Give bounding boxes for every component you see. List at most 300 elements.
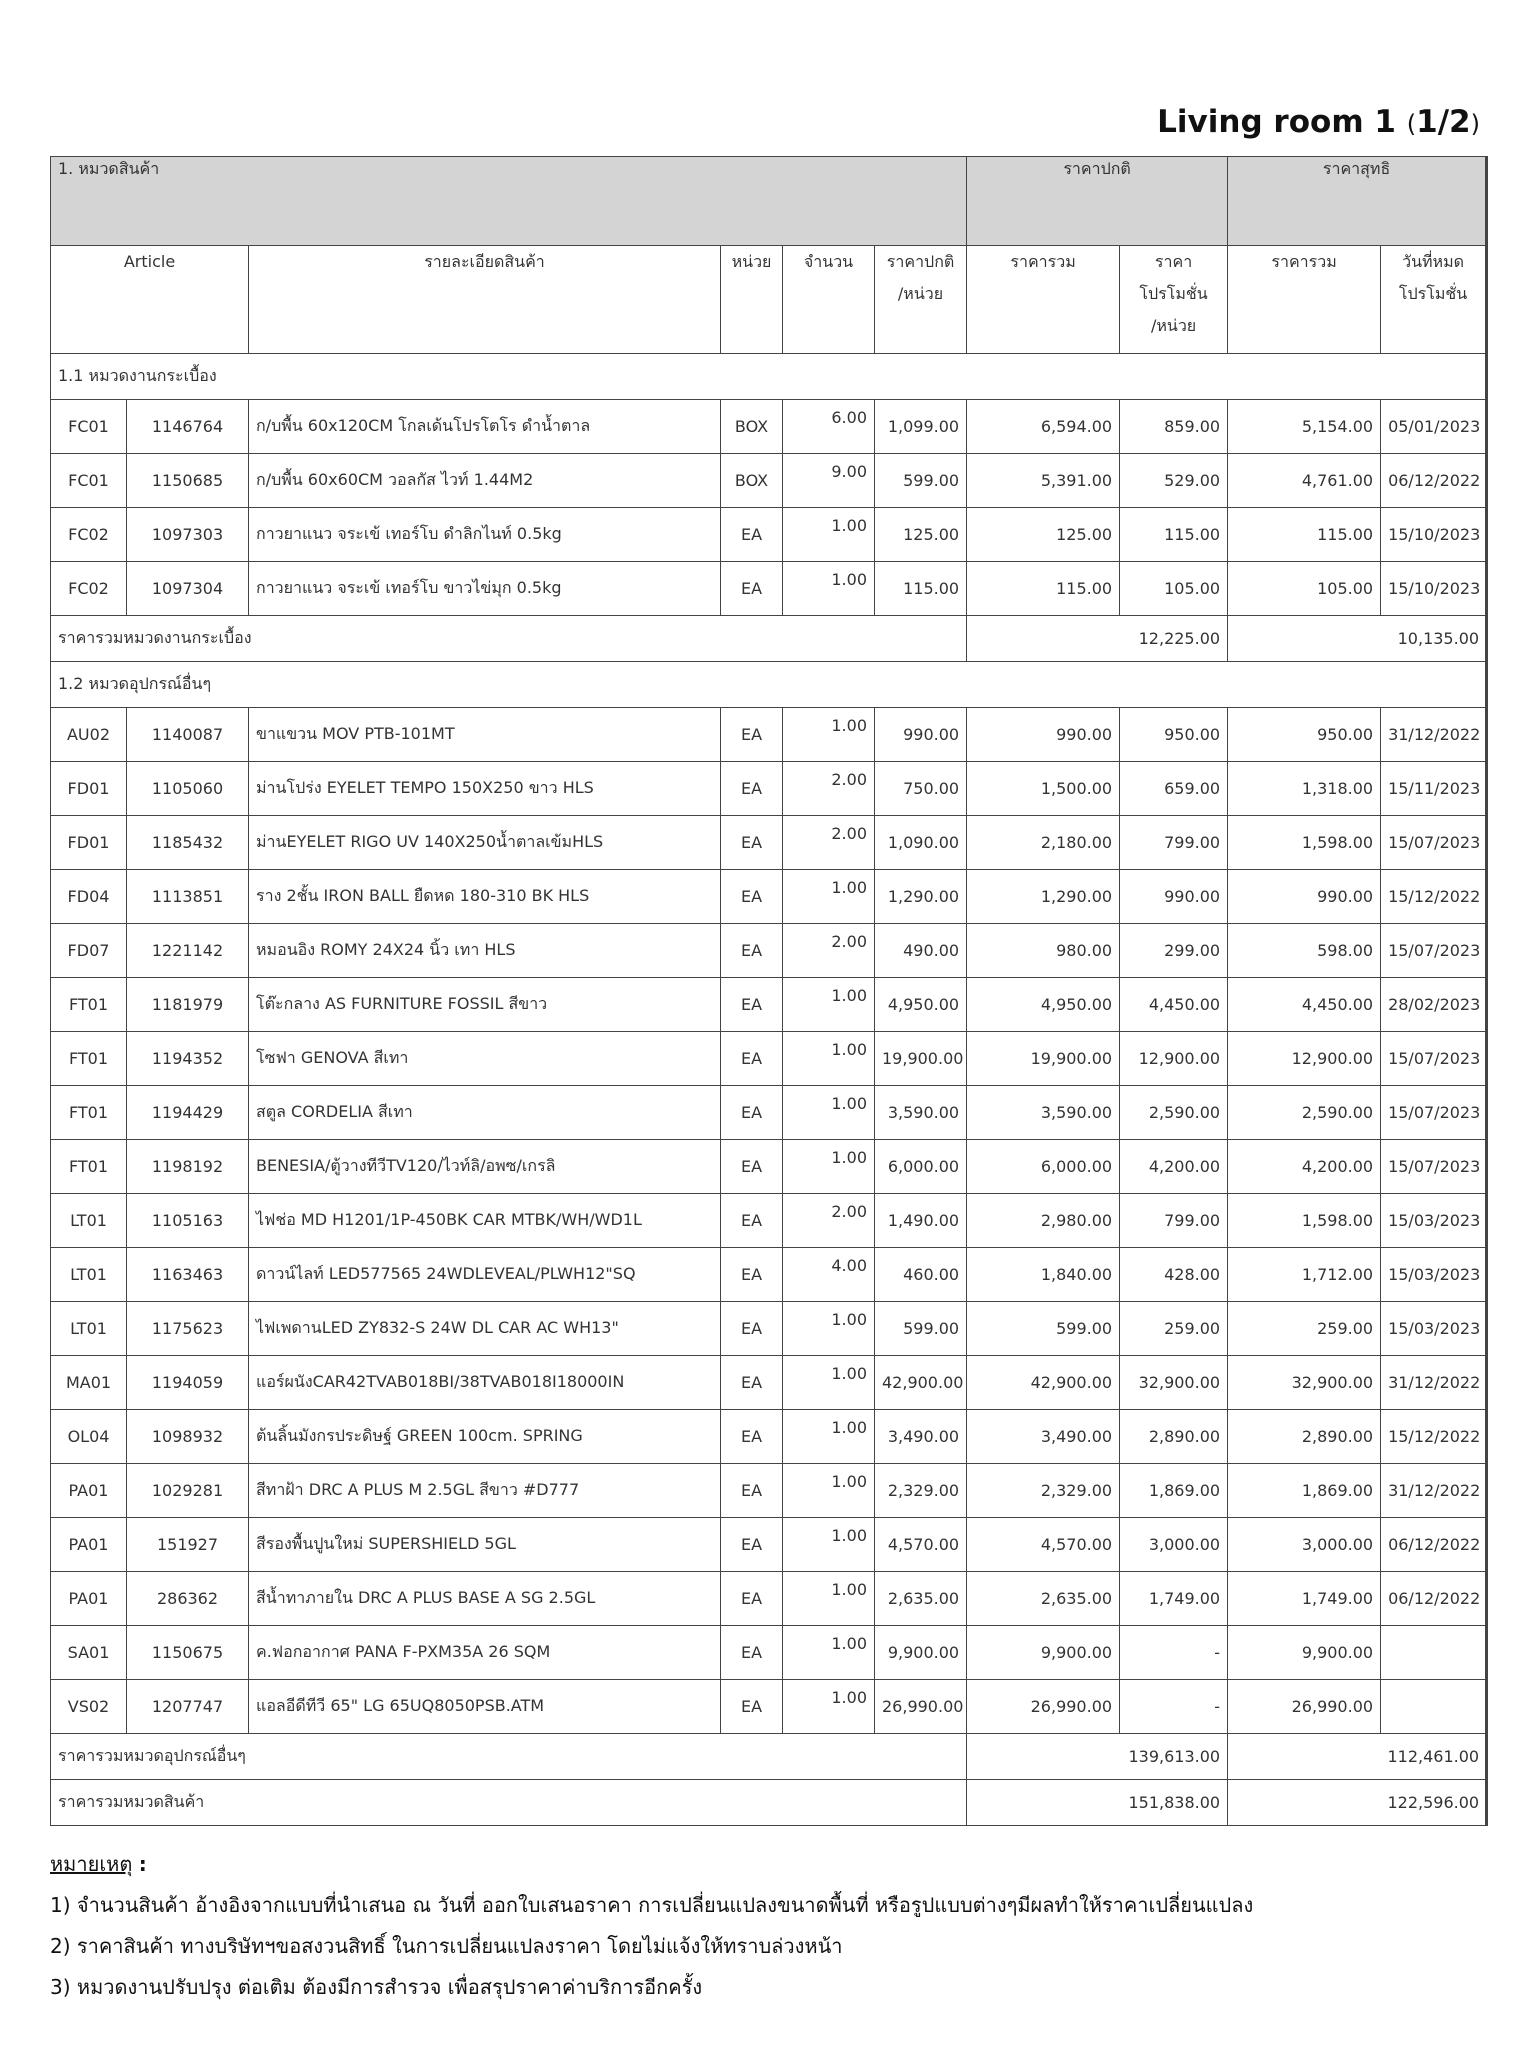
row-promo-total: 1,712.00 [1228, 1248, 1381, 1302]
notes-heading: หมายเหตุ [50, 1852, 133, 1876]
row-article: 1221142 [127, 924, 249, 978]
row-promo-end: 28/02/2023 [1381, 978, 1487, 1032]
subtotal-label: ราคารวมหมวดอุปกรณ์อื่นๆ [51, 1734, 967, 1780]
row-qty: 4.00 [783, 1248, 875, 1302]
row-promo-total: 598.00 [1228, 924, 1381, 978]
col-promo-line1: ราคา [1154, 252, 1193, 271]
row-code: FT01 [51, 1086, 127, 1140]
row-code: MA01 [51, 1356, 127, 1410]
row-regular-price: 990.00 [875, 708, 967, 762]
row-regular-price: 1,090.00 [875, 816, 967, 870]
grand-total-regular: 151,838.00 [967, 1780, 1228, 1826]
row-qty: 9.00 [783, 454, 875, 508]
row-qty: 1.00 [783, 1086, 875, 1140]
row-regular-price: 115.00 [875, 562, 967, 616]
row-promo-end: 31/12/2022 [1381, 1356, 1487, 1410]
row-promo-end: 15/07/2023 [1381, 816, 1487, 870]
row-qty: 1.00 [783, 1518, 875, 1572]
row-promo-price: 4,450.00 [1120, 978, 1228, 1032]
row-description: แอลอีดีทีวี 65" LG 65UQ8050PSB.ATM [249, 1680, 721, 1734]
note-line: 2) ราคาสินค้า ทางบริษัทฯขอสงวนสิทธิ์ ในการเปลี่ยนแปลงราคา โดยไม่แจ้งให้ทราบล่วงหน้า [50, 1934, 843, 1958]
row-promo-end: 15/12/2022 [1381, 870, 1487, 924]
row-regular-total: 1,500.00 [967, 762, 1120, 816]
row-code: FD04 [51, 870, 127, 924]
row-unit: EA [721, 708, 783, 762]
table-row [51, 708, 1487, 762]
row-article: 1105060 [127, 762, 249, 816]
row-regular-price: 1,099.00 [875, 400, 967, 454]
row-unit: EA [721, 816, 783, 870]
row-promo-price: 1,869.00 [1120, 1464, 1228, 1518]
row-regular-total: 990.00 [967, 708, 1120, 762]
col-regular-unit-line2: /หน่วย [897, 284, 944, 303]
price-table [50, 156, 1488, 1826]
row-promo-price: 1,749.00 [1120, 1572, 1228, 1626]
row-code: OL04 [51, 1410, 127, 1464]
row-article: 1198192 [127, 1140, 249, 1194]
row-promo-end: 15/12/2022 [1381, 1410, 1487, 1464]
row-regular-price: 490.00 [875, 924, 967, 978]
table-row [51, 400, 1487, 454]
row-description: ดาวน์ไลท์ LED577565 24WDLEVEAL/PLWH12"SQ [249, 1248, 721, 1302]
row-regular-total: 4,950.00 [967, 978, 1120, 1032]
row-unit: EA [721, 1356, 783, 1410]
row-qty: 1.00 [783, 870, 875, 924]
subtotal-row [51, 616, 1487, 662]
page-number: 1/2 [1416, 104, 1471, 140]
row-promo-price: 105.00 [1120, 562, 1228, 616]
row-article: 286362 [127, 1572, 249, 1626]
subtotal-label: ราคารวมหมวดงานกระเบื้อง [51, 616, 967, 662]
row-promo-price: 859.00 [1120, 400, 1228, 454]
row-article: 1150675 [127, 1626, 249, 1680]
row-qty: 1.00 [783, 978, 875, 1032]
regular-price-header: ราคาปกติ [967, 157, 1228, 246]
row-description: ไฟช่อ MD H1201/1P-450BK CAR MTBK/WH/WD1L [249, 1194, 721, 1248]
row-regular-price: 26,990.00 [875, 1680, 967, 1734]
row-promo-price: 3,000.00 [1120, 1518, 1228, 1572]
row-article: 1097303 [127, 508, 249, 562]
row-qty: 1.00 [783, 1410, 875, 1464]
table-row [51, 978, 1487, 1032]
row-unit: EA [721, 1518, 783, 1572]
row-regular-total: 2,329.00 [967, 1464, 1120, 1518]
section-title: 1.1 หมวดงานกระเบื้อง [51, 354, 1487, 400]
row-code: LT01 [51, 1302, 127, 1356]
col-unit: หน่วย [721, 246, 783, 354]
row-promo-end [1381, 1626, 1487, 1680]
row-article: 1194059 [127, 1356, 249, 1410]
row-promo-end: 06/12/2022 [1381, 1518, 1487, 1572]
table-row [51, 1626, 1487, 1680]
col-promo-line2: โปรโมชั่น [1139, 284, 1208, 303]
row-promo-end: 15/10/2023 [1381, 508, 1487, 562]
row-code: PA01 [51, 1572, 127, 1626]
table-row [51, 870, 1487, 924]
row-regular-price: 3,490.00 [875, 1410, 967, 1464]
row-article: 1113851 [127, 870, 249, 924]
row-regular-total: 1,840.00 [967, 1248, 1120, 1302]
row-regular-price: 1,290.00 [875, 870, 967, 924]
row-regular-price: 2,329.00 [875, 1464, 967, 1518]
row-regular-total: 6,000.00 [967, 1140, 1120, 1194]
row-code: FT01 [51, 1140, 127, 1194]
row-article: 1194429 [127, 1086, 249, 1140]
row-regular-total: 125.00 [967, 508, 1120, 562]
row-description: ขาแขวน MOV PTB-101MT [249, 708, 721, 762]
row-promo-total: 1,598.00 [1228, 1194, 1381, 1248]
row-qty: 2.00 [783, 762, 875, 816]
row-promo-price: - [1120, 1680, 1228, 1734]
table-row [51, 1248, 1487, 1302]
row-regular-price: 2,635.00 [875, 1572, 967, 1626]
row-unit: EA [721, 1248, 783, 1302]
row-code: FC02 [51, 508, 127, 562]
row-regular-total: 4,570.00 [967, 1518, 1120, 1572]
row-promo-price: 2,590.00 [1120, 1086, 1228, 1140]
row-code: SA01 [51, 1626, 127, 1680]
grand-total-net: 122,596.00 [1228, 1780, 1487, 1826]
row-qty: 1.00 [783, 1680, 875, 1734]
row-regular-total: 5,391.00 [967, 454, 1120, 508]
section-title: 1.2 หมวดอุปกรณ์อื่นๆ [51, 662, 1487, 708]
row-qty: 2.00 [783, 816, 875, 870]
section-header-row [51, 662, 1487, 708]
category-header: 1. หมวดสินค้า [51, 157, 967, 246]
row-description: กาวยาแนว จระเข้ เทอร์โบ ดำลิกไนท์ 0.5kg [249, 508, 721, 562]
row-promo-total: 5,154.00 [1228, 400, 1381, 454]
subtotal-regular: 139,613.00 [967, 1734, 1228, 1780]
row-promo-price: 799.00 [1120, 816, 1228, 870]
table-header-band [51, 157, 1487, 246]
row-qty: 1.00 [783, 1464, 875, 1518]
row-description: ค.ฟอกอากาศ PANA F-PXM35A 26 SQM [249, 1626, 721, 1680]
row-code: FT01 [51, 978, 127, 1032]
page-title [1157, 104, 1480, 140]
row-regular-price: 1,490.00 [875, 1194, 967, 1248]
col-promo-line3: /หน่วย [1150, 316, 1197, 335]
row-regular-price: 19,900.00 [875, 1032, 967, 1086]
row-article: 1163463 [127, 1248, 249, 1302]
row-qty: 1.00 [783, 1626, 875, 1680]
col-promo-end-line2: โปรโมชั่น [1398, 284, 1468, 303]
table-row [51, 924, 1487, 978]
row-code: FC01 [51, 400, 127, 454]
row-unit: EA [721, 870, 783, 924]
row-article: 1140087 [127, 708, 249, 762]
row-regular-price: 6,000.00 [875, 1140, 967, 1194]
row-description: สตูล CORDELIA สีเทา [249, 1086, 721, 1140]
row-description: ม่านโปร่ง EYELET TEMPO 150X250 ขาว HLS [249, 762, 721, 816]
notes [50, 1848, 1253, 2003]
table-row [51, 1032, 1487, 1086]
row-article: 1207747 [127, 1680, 249, 1734]
row-qty: 1.00 [783, 1572, 875, 1626]
row-regular-price: 750.00 [875, 762, 967, 816]
row-promo-price: 32,900.00 [1120, 1356, 1228, 1410]
subtotal-net: 112,461.00 [1228, 1734, 1487, 1780]
row-promo-price: 428.00 [1120, 1248, 1228, 1302]
row-promo-price: - [1120, 1626, 1228, 1680]
row-promo-end: 15/03/2023 [1381, 1248, 1487, 1302]
row-unit: EA [721, 1194, 783, 1248]
row-regular-total: 980.00 [967, 924, 1120, 978]
row-regular-price: 460.00 [875, 1248, 967, 1302]
grand-total-label: ราคารวมหมวดสินค้า [51, 1780, 967, 1826]
row-promo-end: 15/03/2023 [1381, 1194, 1487, 1248]
row-unit: EA [721, 508, 783, 562]
subtotal-regular: 12,225.00 [967, 616, 1228, 662]
row-code: LT01 [51, 1248, 127, 1302]
row-regular-price: 3,590.00 [875, 1086, 967, 1140]
row-article: 1097304 [127, 562, 249, 616]
row-promo-total: 1,749.00 [1228, 1572, 1381, 1626]
row-description: สีรองพื้นปูนใหม่ SUPERSHIELD 5GL [249, 1518, 721, 1572]
row-qty: 6.00 [783, 400, 875, 454]
row-promo-price: 799.00 [1120, 1194, 1228, 1248]
row-description: ไฟเพดานLED ZY832-S 24W DL CAR AC WH13" [249, 1302, 721, 1356]
row-article: 1175623 [127, 1302, 249, 1356]
row-description: แอร์ผนังCAR42TVAB018BI/38TVAB018I18000IN [249, 1356, 721, 1410]
row-promo-end: 31/12/2022 [1381, 708, 1487, 762]
row-qty: 1.00 [783, 562, 875, 616]
row-description: ก/บพื้น 60x120CM โกลเด้นโปรโตโร ดำน้ำตาล [249, 400, 721, 454]
table-row [51, 762, 1487, 816]
row-description: ก/บพื้น 60x60CM วอลกัส ไวท์ 1.44M2 [249, 454, 721, 508]
grand-total-row [51, 1780, 1487, 1826]
table-row [51, 454, 1487, 508]
row-code: FC02 [51, 562, 127, 616]
row-regular-price: 4,950.00 [875, 978, 967, 1032]
row-code: FD01 [51, 816, 127, 870]
room-name: Living room 1 [1157, 104, 1396, 140]
row-promo-price: 299.00 [1120, 924, 1228, 978]
row-promo-end: 15/07/2023 [1381, 1140, 1487, 1194]
row-promo-total: 4,450.00 [1228, 978, 1381, 1032]
table-row [51, 1356, 1487, 1410]
row-regular-total: 599.00 [967, 1302, 1120, 1356]
row-promo-end: 15/10/2023 [1381, 562, 1487, 616]
row-promo-price: 12,900.00 [1120, 1032, 1228, 1086]
table-row [51, 1464, 1487, 1518]
row-unit: EA [721, 924, 783, 978]
row-code: AU02 [51, 708, 127, 762]
row-regular-total: 115.00 [967, 562, 1120, 616]
col-promo-unit [1120, 246, 1228, 354]
table-row [51, 1086, 1487, 1140]
row-regular-price: 125.00 [875, 508, 967, 562]
row-promo-total: 26,990.00 [1228, 1680, 1381, 1734]
row-qty: 1.00 [783, 1032, 875, 1086]
row-description: สีน้ำทาภายใน DRC A PLUS BASE A SG 2.5GL [249, 1572, 721, 1626]
row-code: FD07 [51, 924, 127, 978]
row-regular-total: 9,900.00 [967, 1626, 1120, 1680]
col-promo-end [1381, 246, 1487, 354]
row-promo-end: 31/12/2022 [1381, 1464, 1487, 1518]
table-row [51, 1572, 1487, 1626]
row-regular-price: 599.00 [875, 1302, 967, 1356]
row-promo-total: 950.00 [1228, 708, 1381, 762]
row-qty: 1.00 [783, 1302, 875, 1356]
row-code: FT01 [51, 1032, 127, 1086]
row-promo-total: 12,900.00 [1228, 1032, 1381, 1086]
row-promo-total: 2,890.00 [1228, 1410, 1381, 1464]
row-promo-price: 2,890.00 [1120, 1410, 1228, 1464]
row-promo-total: 105.00 [1228, 562, 1381, 616]
row-article: 1185432 [127, 816, 249, 870]
row-promo-end: 06/12/2022 [1381, 1572, 1487, 1626]
notes-colon: : [138, 1852, 147, 1876]
row-unit: EA [721, 1464, 783, 1518]
row-promo-total: 990.00 [1228, 870, 1381, 924]
row-unit: EA [721, 1680, 783, 1734]
row-article: 151927 [127, 1518, 249, 1572]
row-unit: EA [721, 1572, 783, 1626]
table-row [51, 562, 1487, 616]
row-promo-price: 659.00 [1120, 762, 1228, 816]
page-open-paren: ( [1406, 110, 1417, 138]
row-promo-end: 15/03/2023 [1381, 1302, 1487, 1356]
row-promo-end: 15/11/2023 [1381, 762, 1487, 816]
col-regular-unit-line1: ราคาปกติ [886, 252, 955, 271]
row-article: 1105163 [127, 1194, 249, 1248]
row-promo-price: 4,200.00 [1120, 1140, 1228, 1194]
col-qty: จำนวน [783, 246, 875, 354]
col-promo-end-line1: วันที่หมด [1402, 252, 1465, 271]
row-unit: EA [721, 1032, 783, 1086]
row-qty: 1.00 [783, 508, 875, 562]
row-promo-price: 990.00 [1120, 870, 1228, 924]
row-unit: EA [721, 978, 783, 1032]
row-code: PA01 [51, 1464, 127, 1518]
row-description: ต้นลิ้นมังกรประดิษฐ์ GREEN 100cm. SPRING [249, 1410, 721, 1464]
row-promo-total: 9,900.00 [1228, 1626, 1381, 1680]
row-promo-end: 15/07/2023 [1381, 924, 1487, 978]
row-unit: EA [721, 1140, 783, 1194]
col-promo-total: ราคารวม [1228, 246, 1381, 354]
table-row [51, 1194, 1487, 1248]
row-unit: EA [721, 1302, 783, 1356]
row-unit: EA [721, 1086, 783, 1140]
row-description: หมอนอิง ROMY 24X24 นิ้ว เทา HLS [249, 924, 721, 978]
row-article: 1098932 [127, 1410, 249, 1464]
row-promo-total: 115.00 [1228, 508, 1381, 562]
row-code: LT01 [51, 1194, 127, 1248]
note-line: 3) หมวดงานปรับปรุง ต่อเติม ต้องมีการสำรวจ เพื่อสรุปราคาค่าบริการอีกครั้ง [50, 1975, 703, 1999]
row-description: ราง 2ชั้น IRON BALL ยืดหด 180-310 BK HLS [249, 870, 721, 924]
row-regular-total: 6,594.00 [967, 400, 1120, 454]
section-header-row [51, 354, 1487, 400]
row-description: สีทาฝ้า DRC A PLUS M 2.5GL สีขาว #D777 [249, 1464, 721, 1518]
row-description: BENESIA/ตู้วางทีวีTV120/ไวท์ลิ/อพซ/เกรลิ [249, 1140, 721, 1194]
row-promo-total: 2,590.00 [1228, 1086, 1381, 1140]
row-description: กาวยาแนว จระเข้ เทอร์โบ ขาวไข่มุก 0.5kg [249, 562, 721, 616]
table-row [51, 816, 1487, 870]
row-promo-end: 06/12/2022 [1381, 454, 1487, 508]
row-promo-total: 4,761.00 [1228, 454, 1381, 508]
row-description: ม่านEYELET RIGO UV 140X250น้ำตาลเข้มHLS [249, 816, 721, 870]
row-regular-total: 1,290.00 [967, 870, 1120, 924]
net-price-header: ราคาสุทธิ [1228, 157, 1487, 246]
row-promo-end: 15/07/2023 [1381, 1032, 1487, 1086]
subtotal-row [51, 1734, 1487, 1780]
note-line: 1) จำนวนสินค้า อ้างอิงจากแบบที่นำเสนอ ณ วันที่ ออกใบเสนอราคา การเปลี่ยนแปลงขนาดพื้นที่ หรือรูปแบบต่างๆมีผลทำให้ราคาเปลี่ยนแปลง [50, 1893, 1254, 1917]
table-row [51, 1302, 1487, 1356]
table-row [51, 1518, 1487, 1572]
row-promo-price: 950.00 [1120, 708, 1228, 762]
table-row [51, 508, 1487, 562]
row-promo-total: 3,000.00 [1228, 1518, 1381, 1572]
row-code: VS02 [51, 1680, 127, 1734]
row-code: FC01 [51, 454, 127, 508]
col-description: รายละเอียดสินค้า [249, 246, 721, 354]
row-unit: EA [721, 762, 783, 816]
table-row [51, 1680, 1487, 1734]
row-regular-total: 3,490.00 [967, 1410, 1120, 1464]
row-article: 1029281 [127, 1464, 249, 1518]
row-promo-price: 529.00 [1120, 454, 1228, 508]
row-code: PA01 [51, 1518, 127, 1572]
row-promo-end [1381, 1680, 1487, 1734]
page-close-paren: ) [1470, 110, 1480, 138]
row-promo-end: 05/01/2023 [1381, 400, 1487, 454]
row-promo-end: 15/07/2023 [1381, 1086, 1487, 1140]
row-code: FD01 [51, 762, 127, 816]
row-qty: 1.00 [783, 708, 875, 762]
row-unit: BOX [721, 454, 783, 508]
row-article: 1150685 [127, 454, 249, 508]
row-qty: 2.00 [783, 924, 875, 978]
row-article: 1146764 [127, 400, 249, 454]
col-regular-total: ราคารวม [967, 246, 1120, 354]
row-unit: EA [721, 1410, 783, 1464]
row-regular-total: 2,980.00 [967, 1194, 1120, 1248]
row-regular-total: 3,590.00 [967, 1086, 1120, 1140]
row-regular-price: 42,900.00 [875, 1356, 967, 1410]
row-regular-total: 19,900.00 [967, 1032, 1120, 1086]
row-description: โต๊ะกลาง AS FURNITURE FOSSIL สีขาว [249, 978, 721, 1032]
row-regular-total: 2,180.00 [967, 816, 1120, 870]
table-row [51, 1140, 1487, 1194]
row-regular-price: 599.00 [875, 454, 967, 508]
row-article: 1194352 [127, 1032, 249, 1086]
column-headers [51, 246, 1487, 354]
row-qty: 1.00 [783, 1356, 875, 1410]
row-promo-price: 259.00 [1120, 1302, 1228, 1356]
row-promo-total: 4,200.00 [1228, 1140, 1381, 1194]
row-promo-total: 32,900.00 [1228, 1356, 1381, 1410]
row-promo-total: 259.00 [1228, 1302, 1381, 1356]
row-description: โซฟา GENOVA สีเทา [249, 1032, 721, 1086]
row-regular-total: 42,900.00 [967, 1356, 1120, 1410]
row-qty: 1.00 [783, 1140, 875, 1194]
row-unit: EA [721, 1626, 783, 1680]
row-unit: EA [721, 562, 783, 616]
row-regular-total: 26,990.00 [967, 1680, 1120, 1734]
row-promo-price: 115.00 [1120, 508, 1228, 562]
col-article: Article [51, 246, 249, 354]
row-regular-price: 9,900.00 [875, 1626, 967, 1680]
row-regular-total: 2,635.00 [967, 1572, 1120, 1626]
subtotal-net: 10,135.00 [1228, 616, 1487, 662]
row-regular-price: 4,570.00 [875, 1518, 967, 1572]
row-unit: BOX [721, 400, 783, 454]
row-qty: 2.00 [783, 1194, 875, 1248]
row-promo-total: 1,869.00 [1228, 1464, 1381, 1518]
row-article: 1181979 [127, 978, 249, 1032]
row-promo-total: 1,318.00 [1228, 762, 1381, 816]
row-promo-total: 1,598.00 [1228, 816, 1381, 870]
